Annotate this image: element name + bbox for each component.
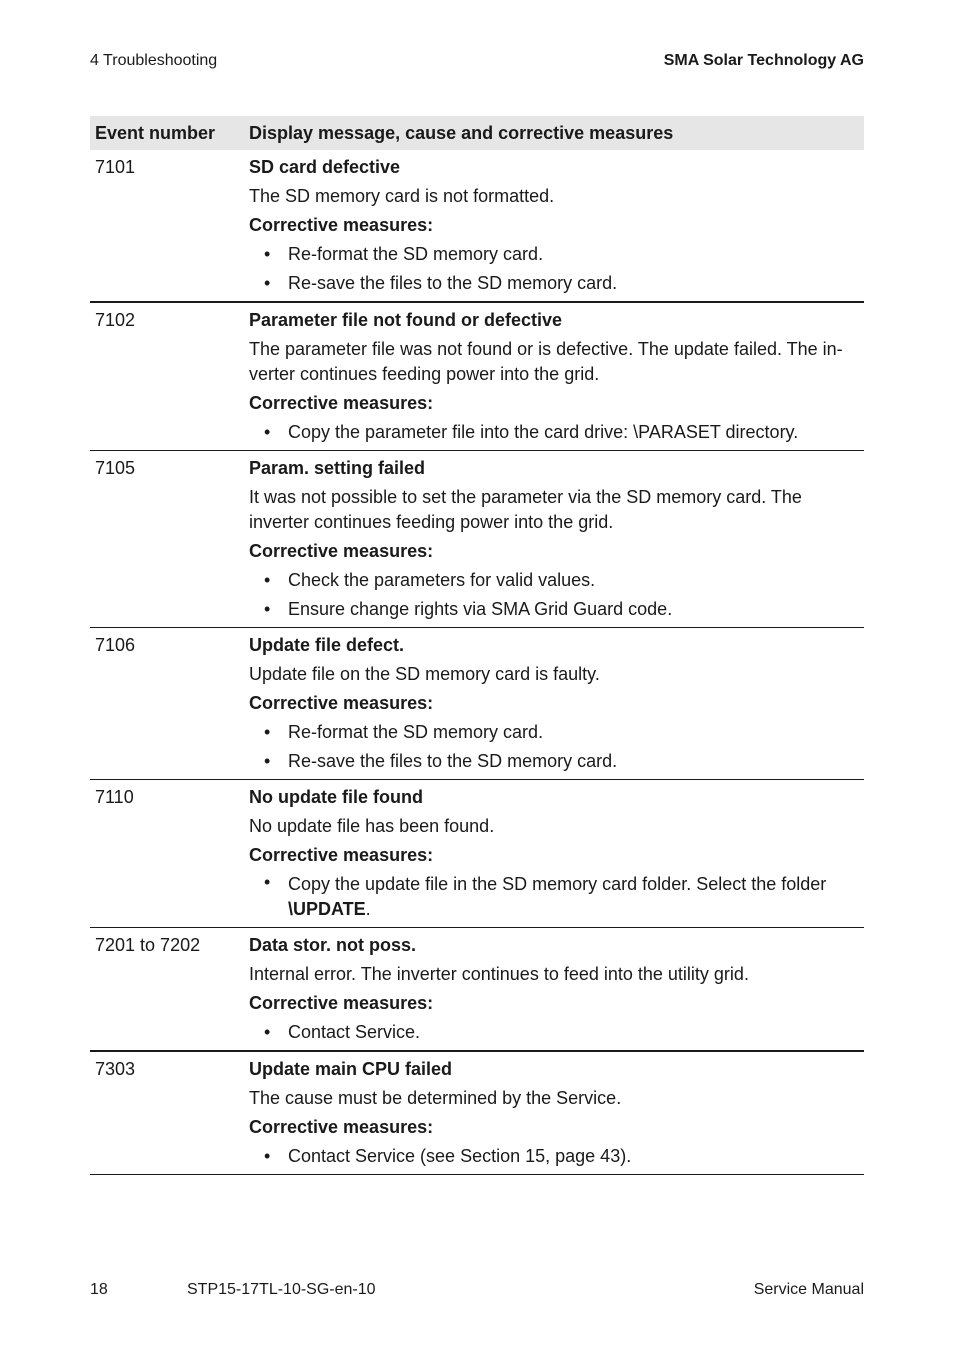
measures-list: [249, 566, 850, 624]
event-desc: The cause must be determined by the Service.: [249, 1088, 622, 1108]
measures-label: Corrective measures:: [249, 993, 434, 1013]
list-item: [249, 870, 850, 924]
event-number: 7303: [95, 1059, 136, 1079]
measures-label: Corrective measures:: [249, 693, 434, 713]
event-desc: The parameter file was not found or is defective. The update failed. The in-verter continues feeding power into the grid.: [249, 339, 843, 384]
event-number: 7105: [95, 458, 136, 478]
event-title: No update file found: [249, 787, 423, 807]
event-desc: Update file on the SD memory card is faulty.: [249, 664, 600, 684]
event-title: Data stor. not poss.: [249, 935, 417, 955]
header-section: 4 Troubleshooting: [90, 52, 218, 69]
document-title: Service Manual: [753, 1281, 864, 1298]
item-text-end: .: [365, 899, 371, 919]
col-event-number: Event number: [95, 122, 216, 143]
measures-label: Corrective measures:: [249, 215, 434, 235]
event-title: SD card defective: [249, 157, 401, 177]
table-row: [90, 303, 864, 451]
event-desc: It was not possible to set the parameter via the SD memory card. The inverter continues feeding power into the grid.: [249, 487, 802, 532]
item-text: Copy the update file in the SD memory card folder. Select the folder: [288, 874, 827, 894]
event-desc: Internal error. The inverter continues to feed into the utility grid.: [249, 964, 749, 984]
list-item: • Re-save the files to the SD memory card.: [249, 269, 850, 298]
event-title: Update file defect.: [249, 635, 405, 655]
measures-label: Corrective measures:: [249, 1117, 434, 1137]
event-number: 7201 to 7202: [95, 935, 201, 955]
measures-list: [249, 240, 850, 298]
table-row: [90, 780, 864, 928]
measures-list: [249, 870, 850, 924]
header-company: SMA Solar Technology AG: [663, 52, 864, 69]
event-number: 7110: [95, 787, 134, 807]
event-title: Param. setting failed: [249, 458, 426, 478]
list-item: • Ensure change rights via SMA Grid Guard code.: [249, 595, 850, 624]
list-item: • Copy the parameter file into the card drive: \PARASET directory.: [249, 418, 850, 447]
measures-list: [249, 1018, 850, 1047]
page-number: 18: [90, 1281, 108, 1298]
list-item: • Contact Service (see Section 15, page 43).: [249, 1142, 850, 1171]
list-item: • Re-format the SD memory card.: [249, 240, 850, 269]
event-table: [90, 116, 864, 1175]
measures-list: [249, 718, 850, 776]
event-number: 7101: [95, 157, 136, 177]
table-row: [90, 628, 864, 780]
col-display-message: Display message, cause and corrective measures: [249, 122, 674, 143]
event-desc: No update file has been found.: [249, 816, 495, 836]
table-row: [90, 1052, 864, 1175]
event-desc: The SD memory card is not formatted.: [249, 186, 555, 206]
list-item: • Re-format the SD memory card.: [249, 718, 850, 747]
list-item: • Contact Service.: [249, 1018, 850, 1047]
event-number: 7106: [95, 635, 136, 655]
event-number: 7102: [95, 310, 136, 330]
document-id: STP15-17TL-10-SG-en-10: [187, 1281, 376, 1298]
list-item: • Re-save the files to the SD memory card.: [249, 747, 850, 776]
table-header: [90, 116, 864, 150]
event-title: Parameter file not found or defective: [249, 310, 563, 330]
table-row: [90, 150, 864, 303]
list-item: • Check the parameters for valid values.: [249, 566, 850, 595]
table-row: [90, 928, 864, 1052]
event-title: Update main CPU failed: [249, 1059, 453, 1079]
table-row: [90, 451, 864, 628]
measures-list: [249, 1142, 850, 1171]
measures-label: Corrective measures:: [249, 541, 434, 561]
measures-label: Corrective measures:: [249, 845, 434, 865]
measures-label: Corrective measures:: [249, 393, 434, 413]
measures-list: [249, 418, 850, 447]
folder-name: \UPDATE: [288, 899, 366, 919]
